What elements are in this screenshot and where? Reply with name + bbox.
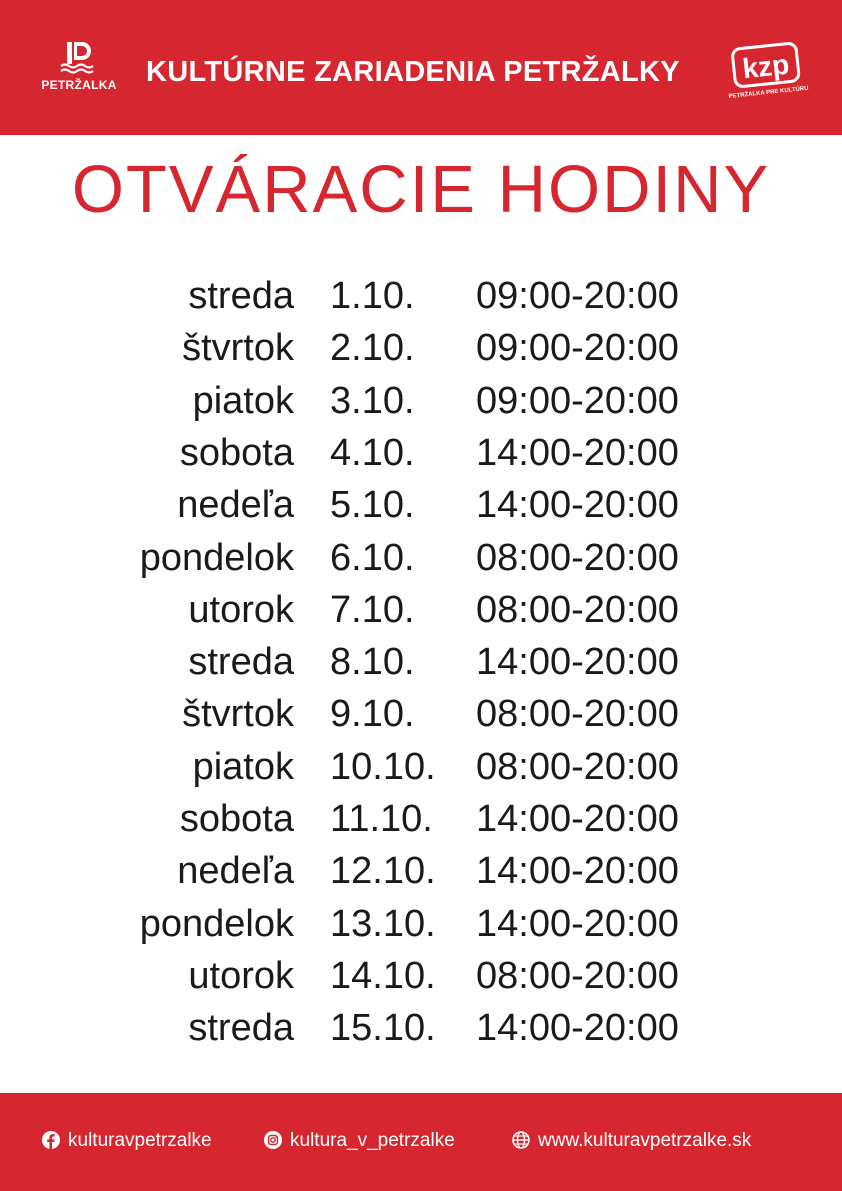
schedule-row [0,688,842,740]
schedule-hours: 08:00-20:00 [476,693,679,736]
schedule-hours: 08:00-20:00 [476,745,679,788]
schedule-row [0,741,842,793]
website-url: www.kulturavpetrzalke.sk [538,1130,752,1151]
schedule-date: 8.10. [330,641,415,684]
schedule-row [0,375,842,427]
schedule-date: 3.10. [330,379,415,422]
kzp-logo-text: kzp [741,48,791,85]
facebook-link[interactable] [42,1129,212,1153]
instagram-icon [264,1131,282,1149]
schedule-date: 13.10. [330,902,436,945]
schedule-row [0,898,842,950]
facebook-icon [42,1131,60,1149]
schedule-date: 9.10. [330,693,415,736]
globe-icon [512,1131,530,1149]
schedule-hours: 14:00-20:00 [476,902,679,945]
schedule-hours: 14:00-20:00 [476,850,679,893]
schedule-hours: 09:00-20:00 [476,379,679,422]
schedule-day: sobota [179,431,294,474]
schedule-row [0,1002,842,1054]
schedule-date: 1.10. [330,275,415,317]
schedule-day: nedeľa [177,850,294,893]
schedule-date: 7.10. [330,588,415,631]
schedule-day: piatok [192,745,294,788]
schedule-hours: 08:00-20:00 [476,536,679,579]
schedule-row [0,322,842,374]
schedule-date: 12.10. [330,850,436,893]
instagram-handle: kultura_v_petrzalke [290,1130,455,1151]
schedule-day: piatok [192,379,294,422]
schedule-hours: 14:00-20:00 [476,431,679,474]
schedule-day: sobota [179,798,294,840]
schedule-day: štvrtok [182,327,294,370]
schedule-hours: 08:00-20:00 [476,954,679,997]
header-title: KULTÚRNE ZARIADENIA PETRŽALKY [146,56,680,88]
schedule-row [0,845,842,897]
schedule-date: 4.10. [330,431,415,474]
footer-bar [0,1093,842,1191]
schedule-day: nedeľa [177,484,294,527]
schedule-row [0,584,842,636]
schedule-date: 15.10. [330,1007,436,1050]
schedule-date: 11.10. [330,798,433,840]
schedule-hours: 09:00-20:00 [476,275,679,317]
schedule-row [0,793,842,845]
schedule-hours: 14:00-20:00 [476,798,679,840]
schedule-row [0,636,842,688]
schedule-day: utorok [188,954,294,997]
schedule-row [0,950,842,1002]
kzp-logo-subtext: PETRŽALKA PRE KULTÚRU [728,85,809,101]
schedule-day: utorok [188,588,294,631]
kzp-logo [728,42,809,101]
schedule-hours: 14:00-20:00 [476,484,679,527]
schedule-day: štvrtok [182,693,294,736]
schedule-hours: 14:00-20:00 [476,1007,679,1050]
header-bar [0,0,842,135]
schedule-row [0,427,842,479]
schedule-date: 14.10. [330,954,436,997]
schedule-row [0,270,842,322]
schedule-day: pondelok [139,536,294,579]
schedule-hours: 14:00-20:00 [476,641,679,684]
schedule-day: streda [188,641,294,684]
schedule-day: pondelok [139,902,294,945]
schedule-date: 10.10. [330,745,436,788]
website-link[interactable] [512,1129,751,1153]
schedule-date: 5.10. [330,484,415,527]
schedule-row [0,532,842,584]
instagram-link[interactable] [264,1129,455,1153]
page-title: OTVÁRACIE HODINY [71,152,771,227]
schedule-day: streda [188,275,294,317]
schedule-day: streda [188,1007,294,1050]
petrzalka-logo-icon [57,40,101,76]
schedule-date: 2.10. [330,327,415,370]
schedule-hours: 08:00-20:00 [476,588,679,631]
schedule-hours: 09:00-20:00 [476,327,679,370]
petrzalka-logo [38,40,120,100]
schedule-row [0,479,842,531]
facebook-handle: kulturavpetrzalke [68,1130,212,1151]
schedule-date: 6.10. [330,536,415,579]
petrzalka-logo-text: PETRŽALKA [41,78,117,92]
kzp-logo-icon [728,42,809,101]
